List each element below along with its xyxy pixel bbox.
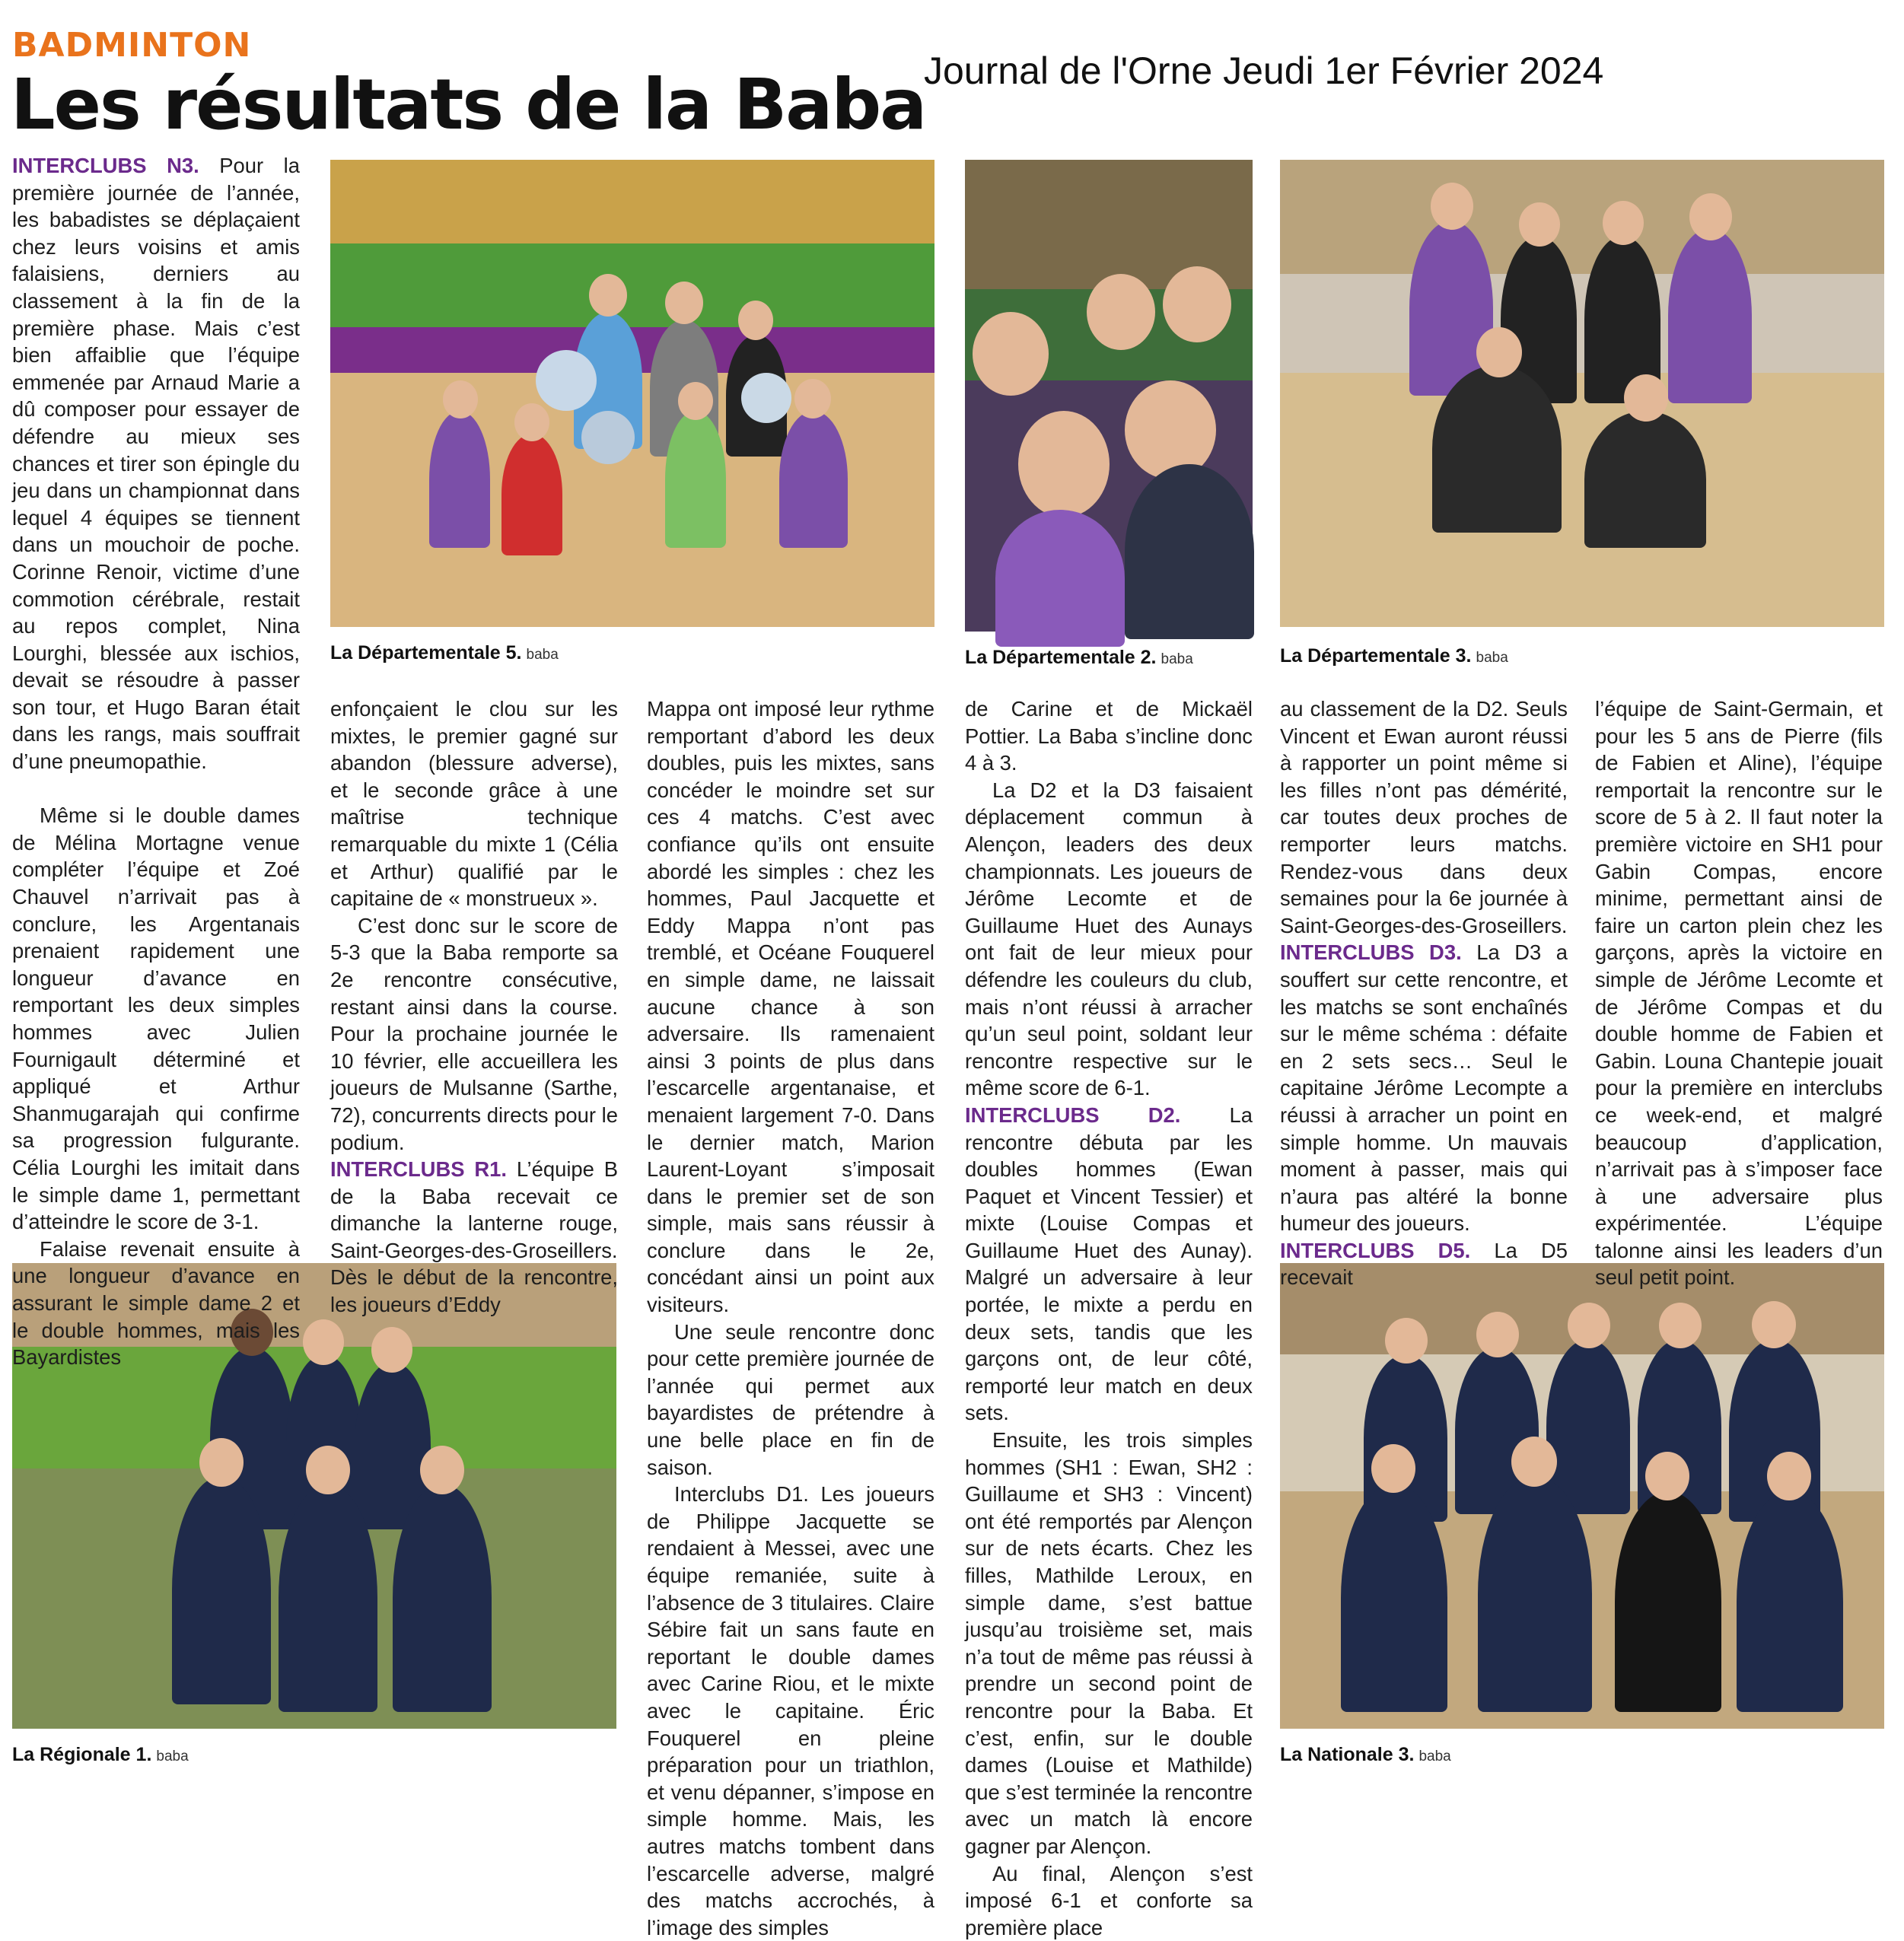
caption-nationale-3 <box>1280 1744 1451 1766</box>
caption-regionale-1 <box>12 1744 189 1766</box>
section-lead-r1: INTERCLUBS R1. <box>330 1157 507 1182</box>
article-column-3 <box>647 695 934 1939</box>
caption-credit: baba <box>1418 1748 1451 1764</box>
photo-departementale-5 <box>330 160 934 627</box>
journal-date-label: Journal de l'Orne Jeudi 1er Février 2024 <box>924 49 1604 92</box>
caption-title: La Régionale 1. <box>12 1744 152 1765</box>
caption-title: La Nationale 3. <box>1280 1744 1415 1765</box>
section-lead-d3: INTERCLUBS D3. <box>1280 940 1462 965</box>
caption-title: La Départementale 3. <box>1280 645 1472 667</box>
section-lead-d5: INTERCLUBS D5. <box>1280 1238 1471 1262</box>
article-column-2 <box>330 695 618 1317</box>
article-column-5 <box>1280 695 1568 1290</box>
photo-departementale-2 <box>965 160 1253 632</box>
caption-credit: baba <box>1476 650 1508 666</box>
article-column-6 <box>1595 695 1883 1290</box>
paragraph-text: La D3 a souffert sur cette rencontre, et les matchs se sont enchaînés sur le même schéma : défaite en 2 sets secs… Seul le capitaine Jérôme Lecompte a réussi à arracher un point en simple homme. Un mauvais moment à passer, mais qui n’aura pas altéré la bonne humeur des joueurs. <box>1280 940 1568 1236</box>
section-lead-n3: INTERCLUBS N3. <box>12 154 199 177</box>
paragraph-text: La D5 recevait <box>1280 1238 1568 1290</box>
paragraph <box>12 152 300 775</box>
paragraph-text: La rencontre débuta par les doubles hommes (Ewan Paquet et Vincent Tessier) et mixte (Louise Compas et Guillaume Huet des Aunay). Malgré un adversaire à leur portée, le mixte a perdu en deux sets, tandis que les garçons ont, de leur côté, remporté leur match en deux sets. <box>965 1103 1253 1425</box>
caption-title: La Départementale 5. <box>330 642 522 663</box>
paragraph-text: L’équipe B de la Baba recevait ce dimanche la lanterne rouge, Saint-Georges-des-Groseillers. Dès le début de la rencontre, les joueurs d’Eddy <box>330 1157 618 1317</box>
article-column-1 <box>12 152 300 1370</box>
caption-departementale-2 <box>965 647 1193 669</box>
caption-departementale-5 <box>330 642 559 664</box>
paragraph <box>1280 1237 1568 1291</box>
paragraph: de Carine et de Mickaël Pottier. La Baba s’incline donc 4 à 3. <box>965 697 1253 775</box>
paragraph: Ensuite, les trois simples hommes (SH1 : Ewan, SH2 : Guillaume et SH3 : Vincent) ont été remportés par Alençon sur de nets écarts. Chez les filles, Mathilde Leroux, en simple dame, s’est battue jusqu’au troisième set, mais n’a tout de même pas réussi à prendre un second point de rencontre pour la Baba. Et c’est, enfin, sur le double dames (Louise et Mathilde) que s’est terminée la rencontre avec un match là encore gagner par Alençon. <box>965 1428 1253 1858</box>
photo-departementale-3 <box>1280 160 1884 627</box>
paragraph: La D2 et la D3 faisaient déplacement commun à Alençon, leaders des deux championnats. Les joueurs de Jérôme Lecomte et de Guillaume Huet des Aunays ont fait de leur mieux pour défendre les couleurs du club, mais n’ont réussi à arracher qu’un seul point, soldant leur rencontre respective sur le même score de 6-1. <box>965 778 1253 1100</box>
caption-credit: baba <box>1161 651 1193 667</box>
paragraph: Mappa ont imposé leur rythme remportant d’abord les deux doubles, puis les mixtes, sans concéder le moindre set sur ces 4 matchs. C’est avec confiance qu’ils ont ensuite abordé les simples : chez les hommes, Paul Jacquette et Eddy Mappa n’ont pas tremblé, et Océane Fouquerel en simple dame, ne laissait aucune chance à son adversaire. Ils ramenaient ainsi 3 points de plus dans l’escarcelle argentanaise, et menaient largement 7-0. Dans le dernier match, Marion Laurent-Loyant s’imposait dans le premier set de son simple, mais sans réussir à conclure dans le 2e, concédant ainsi un point aux visiteurs. <box>647 697 934 1317</box>
caption-title: La Départementale 2. <box>965 647 1157 668</box>
paragraph: Même si le double dames de Mélina Mortagne venue compléter l’équipe et Zoé Chauvel n’arrivait pas à conclure, les Argentanais prenaient rapidement une longueur d’avance en remportant les deux simples hommes avec Julien Fournigault déterminé et appliqué et Arthur Shanmugarajah qui confirme sa progression fulgurante. Célia Lourghi les imitait dans le simple dame 1, permettant d’atteindre le score de 3-1. <box>12 803 300 1234</box>
photo-nationale-3 <box>1280 1263 1884 1729</box>
article-column-4 <box>965 695 1253 1939</box>
caption-credit: baba <box>526 647 559 663</box>
caption-credit: baba <box>156 1748 189 1764</box>
article-headline: Les résultats de la Baba <box>11 64 926 145</box>
paragraph: enfonçaient le clou sur les mixtes, le premier gagné sur abandon (blessure adverse), et le seconde grâce à une maîtrise technique remarquable du mixte 1 (Célia et Arthur) qualifié par le capitaine de « monstrueux ». <box>330 697 618 911</box>
paragraph-text: Pour la première journée de l’année, les babadistes se déplaçaient chez leurs voisins et amis falaisiens, derniers au classement à la fin de la première phase. Mais c’est bien affaiblie que l’équipe emmenée par Arnaud Marie a dû composer pour essayer de défendre au mieux ses chances et tirer son épingle du jeu dans un championnat dans lequel 4 équipes se tiennent dans un mouchoir de poche. Corinne Renoir, victime d’une commotion cérébrale, restait au repos complet, Nina Lourghi, blessée aux ischios, devait se résoudre à passer son tour, et Hugo Baran était dans les rangs, mais souffrait d’une pneumopathie. <box>12 154 300 774</box>
paragraph: au classement de la D2. Seuls Vincent et Ewan auront réussi à rapporter un point même si les filles n’ont pas démérité, car toutes deux proches de remporter leurs matchs. Rendez-vous dans deux semaines pour la 6e journée à Saint-Georges-des-Groseillers. <box>1280 697 1568 937</box>
paragraph: l’équipe de Saint-Germain, et pour les 5 ans de Pierre (fils de Fabien et Aline), l’équipe remportait la rencontre sur le score de 5 à 2. Il faut noter la première victoire en SH1 pour Gabin Compas, encore minime, permettant ainsi de faire un carton plein chez les garçons, après la victoire en simple de Jérôme Lecomte et de Jérôme Compas et du double homme de Fabien et Gabin. Louna Chantepie jouait pour la première en interclubs ce week-end, et malgré beaucoup d’application, n’arrivait pas à s’imposer face à une adversaire plus expérimentée. L’équipe talonne ainsi les leaders d’un seul petit point. <box>1595 697 1883 1290</box>
paragraph <box>965 1102 1253 1427</box>
caption-departementale-3 <box>1280 645 1508 667</box>
paragraph: Une seule rencontre donc pour cette première journée de l’année qui permet aux bayardistes de prétendre à une belle place en fin de saison. <box>647 1319 934 1479</box>
section-lead-d2: INTERCLUBS D2. <box>965 1103 1181 1127</box>
paragraph: Falaise revenait ensuite à une longueur d’avance en assurant le simple dame 2 et le double hommes, mais les Bayardistes <box>12 1236 300 1370</box>
paragraph: C’est donc sur le score de 5-3 que la Baba remporte sa 2e rencontre consécutive, restant ainsi dans la course. Pour la prochaine journée le 10 février, elle accueillera les joueurs de Mulsanne (Sarthe, 72), concurrents directs pour le podium. <box>330 913 618 1154</box>
paragraph: Au final, Alençon s’est imposé 6-1 et conforte sa première place <box>965 1861 1253 1939</box>
paragraph: Interclubs D1. Les joueurs de Philippe Jacquette se rendaient à Messei, avec une équipe remaniée, suite à l’absence de 3 titulaires. Claire Sébire fait un sans faute en reportant le double dames avec Carine Riou, et le mixte avec le capitaine. Éric Fouquerel en pleine préparation pour un triathlon, et venu dépanner, s’impose en simple homme. Mais, les autres matchs tombent dans l’escarcelle adverse, malgré des matchs accrochés, à l’image des simples <box>647 1482 934 1939</box>
paragraph <box>1280 939 1568 1237</box>
section-kicker: BADMINTON <box>12 26 252 65</box>
paragraph <box>330 1156 618 1319</box>
